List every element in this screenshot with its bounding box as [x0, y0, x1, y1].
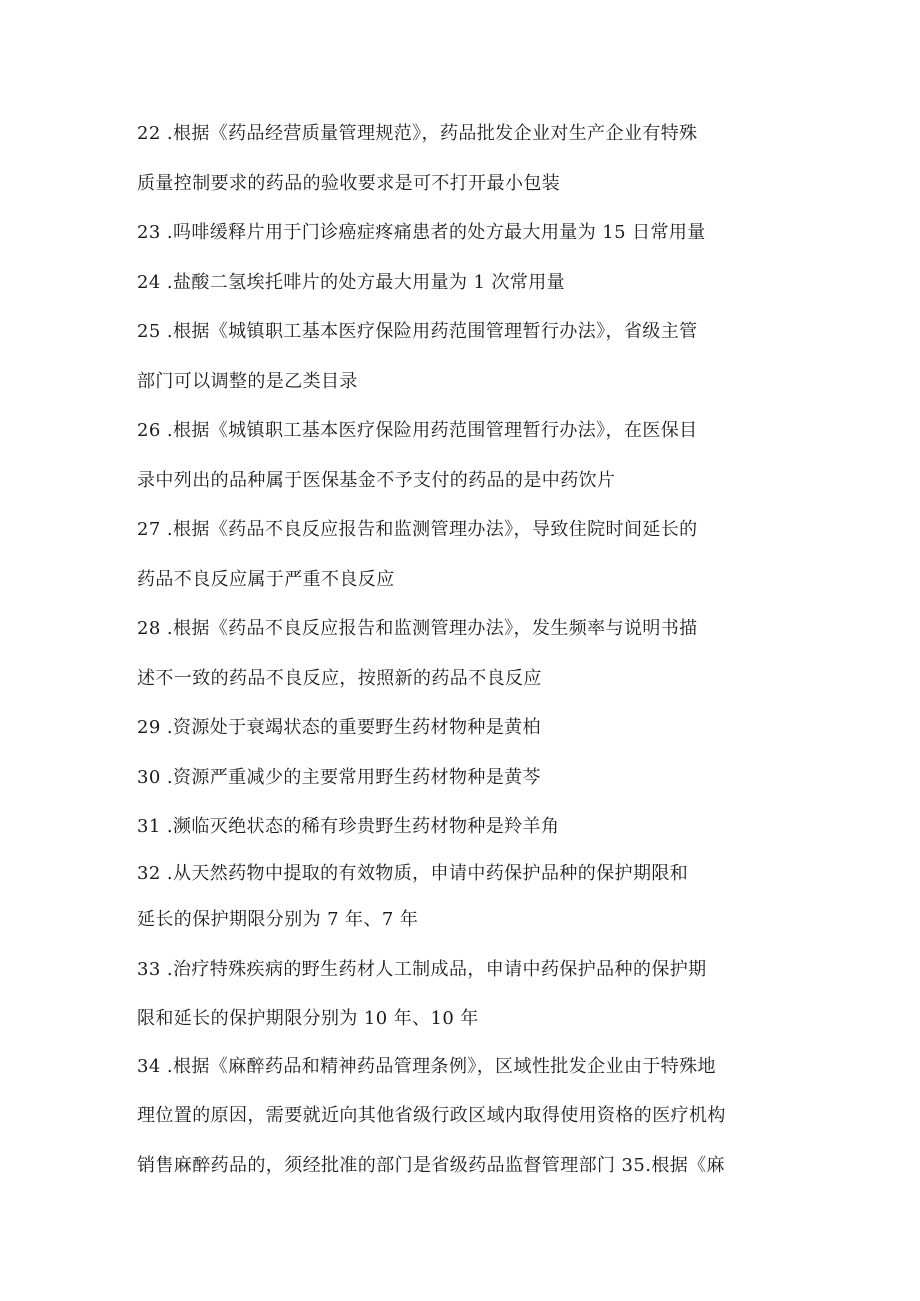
text-line: 27 .根据《药品不良反应报告和监测管理办法》，导致住院时间延长的: [137, 519, 698, 540]
text-line: 述不一致的药品不良反应，按照新的药品不良反应: [137, 668, 542, 689]
text-line: 26 .根据《城镇职工基本医疗保险用药范围管理暂行办法》，在医保目: [137, 420, 698, 441]
text-line: 药品不良反应属于严重不良反应: [137, 569, 395, 590]
text-line: 25 .根据《城镇职工基本医疗保险用药范围管理暂行办法》，省级主管: [137, 321, 698, 342]
text-line: 延长的保护期限分别为 7 年、7 年: [137, 909, 419, 930]
text-line: 28 .根据《药品不良反应报告和监测管理办法》，发生频率与说明书描: [137, 618, 698, 639]
text-line: 34 .根据《麻醉药品和精神药品管理条例》，区域性批发企业由于特殊地: [137, 1056, 716, 1077]
text-line: 理位置的原因，需要就近向其他省级行政区域内取得使用资格的医疗机构: [137, 1105, 726, 1126]
text-line: 29 .资源处于衰竭状态的重要野生药材物种是黄柏: [137, 717, 541, 738]
text-line: 32 .从天然药物中提取的有效物质，申请中药保护品种的保护期限和: [137, 863, 689, 884]
text-line: 22 .根据《药品经营质量管理规范》，药品批发企业对生产企业有特殊: [137, 123, 698, 144]
text-line: 销售麻醉药品的，须经批准的部门是省级药品监督管理部门 35.根据《麻: [137, 1155, 725, 1176]
text-line: 录中列出的品种属于医保基金不予支付的药品的是中药饮片: [137, 470, 616, 491]
text-line: 限和延长的保护期限分别为 10 年、10 年: [137, 1008, 479, 1029]
text-line: 24 .盐酸二氢埃托啡片的处方最大用量为 1 次常用量: [137, 272, 566, 293]
text-line: 质量控制要求的药品的验收要求是可不打开最小包装: [137, 173, 561, 194]
text-line: 31 .濒临灭绝状态的稀有珍贵野生药材物种是羚羊角: [137, 816, 560, 837]
text-line: 23 .吗啡缓释片用于门诊癌症疼痛患者的处方最大用量为 15 日常用量: [137, 222, 706, 243]
text-line: 33 .治疗特殊疾病的野生药材人工制成品，申请中药保护品种的保护期: [137, 959, 707, 980]
text-line: 30 .资源严重减少的主要常用野生药材物种是黄芩: [137, 767, 541, 788]
text-line: 部门可以调整的是乙类目录: [137, 371, 358, 392]
